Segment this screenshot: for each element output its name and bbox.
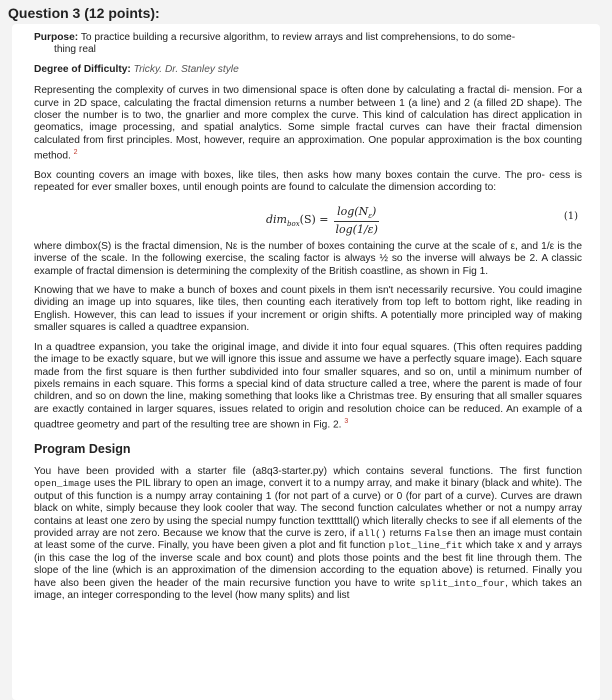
equation-lhs: dim$_{box}$(S) = bbox=[266, 212, 329, 229]
footnote-marker[interactable]: 2 bbox=[73, 149, 78, 157]
paragraph-fractal-dimension bbox=[34, 85, 582, 163]
code-false: False bbox=[424, 527, 453, 539]
equation-block bbox=[34, 199, 582, 239]
paragraph-text: Representing the complexity of curves in two dimensional space is often done by calculating a fractal di- mension. For a curve in 2D space, calculating the fractal dimension returns a number between 1 (a line) and 2 (a filled 2D shape). The closer the number is to two, the gnarlier and more complex the curve. This kind of calculation has direct application in geomatics, image processing, and spatial analytics. Some simple fractal curves can have their fractal dimension calculated from first principles. Most, however, require an approximation. One popular approximation is the box counting method. bbox=[34, 85, 582, 162]
purpose-paragraph bbox=[34, 32, 582, 57]
paragraph-quadtree bbox=[34, 342, 582, 432]
section-title-program-design: Program Design bbox=[34, 441, 131, 456]
difficulty-paragraph bbox=[34, 64, 582, 76]
paragraph-recursion: Knowing that we have to make a bunch of boxes and count pixels in them isn't necessarily recursive. You could imagine dividing an image up into squares, like tiles, then counting each iteratively from top left to bottom right, like reading in English. However, this can lead to issues if your increment or origin shifts. A potentially more principled way of making smaller squares is called a quadtree expansion. bbox=[34, 285, 582, 334]
purpose-label: Purpose: bbox=[34, 32, 79, 43]
paragraph-box-counting: Box counting covers an image with boxes, like tiles, then asks how many boxes contain the curve. The pro- cess is repeated for ever smaller boxes, until enough points are found to calculate the dimension according to: bbox=[34, 170, 582, 194]
equation bbox=[266, 205, 381, 236]
equation-numerator: $\log(N_\varepsilon)$ bbox=[334, 205, 379, 222]
question-title: Question 3 (12 points): bbox=[8, 5, 160, 21]
purpose-text-continued: thing real bbox=[54, 44, 96, 56]
code-open-image: open_image bbox=[34, 478, 92, 490]
footnote-marker[interactable]: 3 bbox=[344, 418, 349, 426]
equation-fraction bbox=[333, 205, 381, 236]
code-split-into-four: split_into_four bbox=[419, 577, 506, 589]
paragraph-text: In a quadtree expansion, you take the original image, and divide it into four equal squares. (This often requires padding the image to be exactly square, but we will ignore this issue and assume we have a perfectly square image). Each square made from the first square is then further subdivided into four smaller squares, and so on, until a minimum number of pixels remains in each square. This forms a special kind of data structure called a tree, where the parent is made of four children, and so on down the line, making something that looks like a Christmas tree. By ensuring that all smaller squares are exactly contained in larger squares, issues related to origin and resolution choice can be reduced. An example of a quadtree geometry and part of the resulting tree are shown in Fig. 2. bbox=[34, 341, 582, 431]
purpose-text: To practice building a recursive algorithm, to review arrays and list comprehensions, to do some- bbox=[80, 32, 516, 43]
code-all: all() bbox=[358, 527, 387, 539]
equation-number: (1) bbox=[563, 210, 578, 222]
equation-denominator: log(1/ε) bbox=[335, 223, 378, 237]
question-card bbox=[12, 24, 600, 700]
code-plot-line-fit: plot_line_fit bbox=[388, 540, 463, 552]
difficulty-label: Degree of Difficulty: bbox=[34, 63, 131, 75]
paragraph-where: where dimbox(S) is the fractal dimension, Nε is the number of boxes containing the curve at the scale of ε, and 1/ε is the inverse of the scale. In the following exercise, the scaling factor is always ½ so the inverse will always be 2. A classic example of fractal dimension is determining the complexity of the British coastline, as shown in Fig 1. bbox=[34, 240, 582, 277]
difficulty-value: Tricky. Dr. Stanley style bbox=[133, 63, 239, 75]
paragraph-program-design: You have been provided with a starter file (a8q3-starter.py) which contains several functions. The first function open_image uses the PIL library to open an image, convert it to a numpy array, and make it binary (black and white). The output of this function is a numpy array containing 1 (for not part of a curve) or 0 (for part of a curve). Curves are drawn black on white, simply because they look cooler that way. The second function calculates whether or not a numpy array contains at least one zero by using the special numpy function texttttall() which literally checks to see if all elements of the provided array are not zero. Because we know that the curve is zero, if all() returns False then an image must contain at least some of the curve. Finally, you have been given a plot and fit function plot_line_fit which take x and y arrays (in this case the log of the inverse scale and box count) and plots those points and the best fit line through them. The slope of the line (which is an approximation of the dimension according to the equation above) is returned. Finally you have also been given the header of the main recursive function you have to write split_into_four, which takes an image, an integer corresponding to the level (how many splits) and list bbox=[34, 465, 582, 601]
